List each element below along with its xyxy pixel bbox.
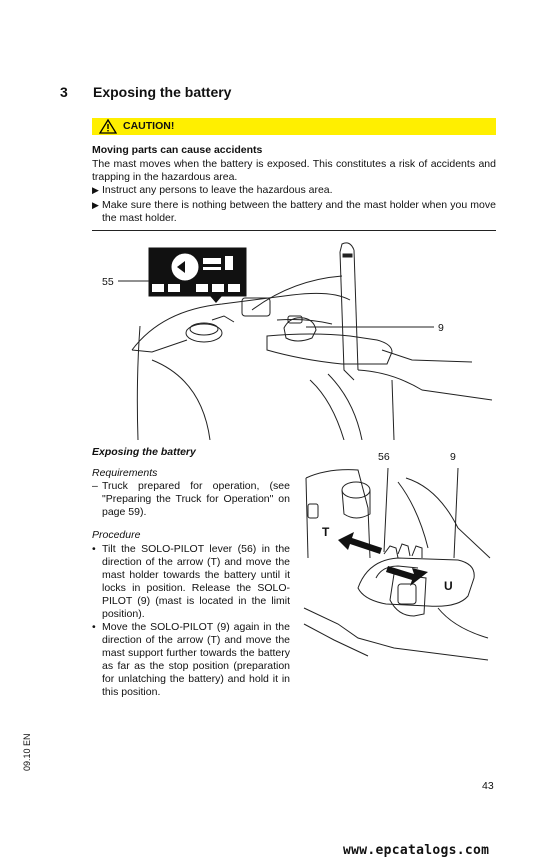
requirements-label: Requirements [92,467,158,479]
figure-solo-pilot [298,448,496,663]
requirement-text: Truck prepared for operation, (see "Preparing the Truck for Operation" on page 59). [102,480,290,518]
callout-56: 56 [378,451,390,463]
side-date-code: 09.10 EN [22,733,32,771]
section-title: Exposing the battery [93,84,232,100]
callout-9: 9 [438,322,444,334]
divider [92,230,496,231]
arrow-label-u: U [444,579,453,593]
bullet-dot: • [92,543,96,555]
arrow-label-t: T [322,525,330,539]
instruction-text: Instruct any persons to leave the hazardous area. [102,184,333,196]
instruction-item [92,184,496,197]
caution-label: CAUTION! [123,120,175,132]
section-number: 3 [60,84,68,100]
callout-55: 55 [102,276,114,288]
caution-banner [92,118,496,135]
procedure-heading: Exposing the battery [92,446,196,458]
requirement-item [92,480,290,519]
warning-text: The mast moves when the battery is exposed. This constitutes a risk of accidents and trapping in the hazardous area. [92,158,496,183]
procedure-step [92,543,290,621]
bullet-dot: • [92,621,96,633]
warning-heading: Moving parts can cause accidents [92,144,263,156]
watermark: www.epcatalogs.com [343,843,490,858]
procedure-step [92,621,290,699]
warning-triangle-icon [99,119,117,134]
step-text: Move the SOLO-PILOT (9) again in the direction of the arrow (T) and move the mast support further towards the battery as far as the stop position (preparation for unlatching the battery) and hold it in this position. [102,621,290,698]
instruction-item [92,199,496,225]
bullet-triangle-icon: ▶ [92,185,99,195]
bullet-triangle-icon: ▶ [92,200,99,210]
instruction-text: Make sure there is nothing between the battery and the mast holder when you move the mast holder. [102,199,496,224]
page-number: 43 [482,780,494,792]
dash-bullet: – [92,480,98,492]
step-text: Tilt the SOLO-PILOT lever (56) in the direction of the arrow (T) and move the mast holder towards the battery until it locks in position. Release the SOLO-PILOT (9) (mast is located in the limit position). [102,543,290,620]
procedure-label: Procedure [92,529,141,541]
figure-operator-compartment [92,240,496,440]
callout-9: 9 [450,451,456,463]
